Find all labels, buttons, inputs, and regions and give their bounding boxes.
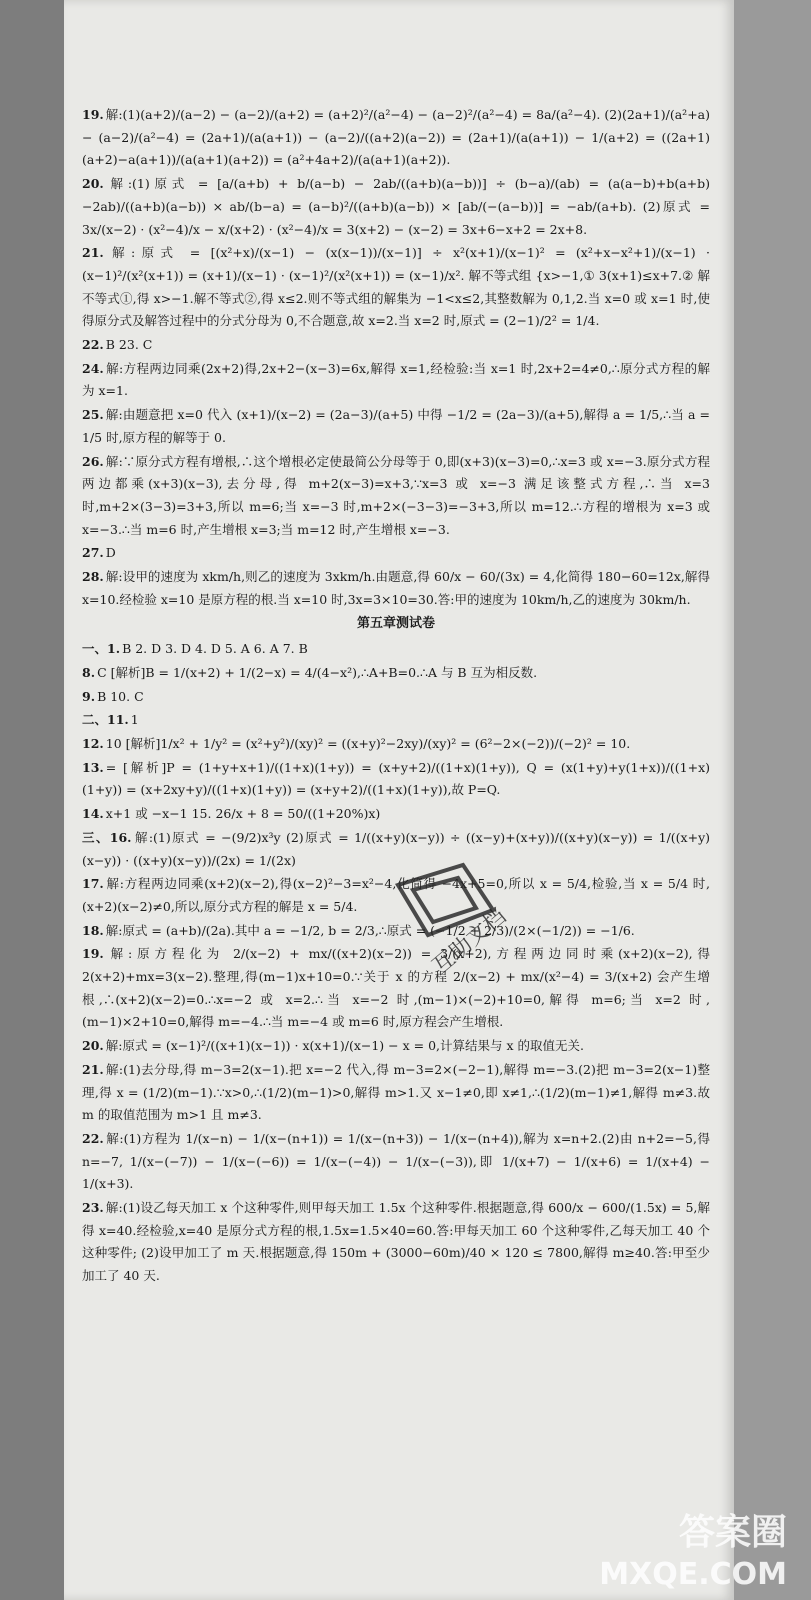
- item-text: 解:(1)(a+2)/(a−2) − (a−2)/(a+2) = (a+2)²/(a²−4) − (a−2)²/(a²−4) = 8a/(a²−4). (2)(2a+1)/(a²+a) − (a−2)/(a²−4) = (2a+1)/(a(a+1)) − (a−2)/((a+2)(a−2)) = (2a+1)/(a(a+1)) − 1/(a+2) = ((2a+1)(a+2)−a(a+1))/(a(a+1)(a+2)) = (a²+4a+2)/(a(a+1)(a+2)).: [82, 107, 710, 168]
- scan-right-margin: [734, 0, 811, 1600]
- answer-item: [82, 803, 710, 826]
- answer-item: [82, 662, 710, 685]
- item-text: 解:原式 = [(x²+x)/(x−1) − (x(x−1))/(x−1)] ÷ x²(x+1)/(x−1)² = (x²+x−x²+1)/(x−1) · (x−1)²/(x²(x+1)) = (x+1)/(x−1) · (x−1)²/(x²(x+1)) = (x−1)/x². 解不等式组 {x>−1,① 3(x+1)≤x+7.② 解不等式①,得 x>−1.解不等式②,得 x≤2.则不等式组的解集为 −1<x≤2,其整数解为 0,1,2.当 x=0 或 x=1 时,使得原分式及解答过程中的分式分母为 0,不合题意,故 x=2.当 x=2 时,原式 = (2−1)/2² = 1/4.: [82, 245, 710, 329]
- item-number: 18.: [82, 922, 104, 938]
- watermark-line1: 答案圈: [678, 1512, 787, 1553]
- item-number: 22.: [82, 337, 104, 353]
- item-text: 解:(1)原式 = [a/(a+b) + b/(a−b) − 2ab/((a+b)(a−b))] ÷ (b−a)/(ab) = (a(a−b)+b(a+b)−2ab)/((a+b)(a−b)) × ab/(b−a) = (a−b)²/((a+b)(a−b)) × [ab/(−(a−b))] = −ab/(a+b). (2)原式 = 3x/(x−2) · (x²−4)/x − x/(x+2) · (x²−4)/x = 3(x+2) − (x−2) = 3x+6−x+2 = 2x+8.: [82, 176, 710, 237]
- item-number: 13.: [82, 759, 104, 775]
- answer-item: [82, 709, 710, 732]
- item-text: B 23. C: [105, 337, 153, 353]
- answer-item: [82, 1128, 710, 1196]
- item-text: 1: [130, 712, 139, 728]
- item-text: C [解析]B = 1/(x+2) + 1/(2−x) = 4/(4−x²),∴A+B=0.∴A 与 B 互为相反数.: [97, 664, 538, 680]
- item-number: 17.: [82, 876, 104, 892]
- item-text: 解:(1)设乙每天加工 x 个这种零件,则甲每天加工 1.5x 个这种零件.根据题意,得 600/x − 600/(1.5x) = 5,解得 x=40.经检验,x=40 是原分式方程的根,1.5x=1.5×40=60.答:甲每天加工 60 个这种零件,乙每天加工 40 个这种零件; (2)设甲加工了 m 天.根据题意,得 150m + (3000−60m)/40 × 120 ≤ 7800,解得 m≥40.答:甲至少加工了 40 天.: [82, 1200, 710, 1284]
- answer-item: [82, 542, 710, 565]
- item-text: 解:原方程化为 2/(x−2) + mx/((x+2)(x−2)) = 3/(x+2),方程两边同时乘(x+2)(x−2),得 2(x+2)+mx=3(x−2).整理,得(m−1)x+10=0.∵关于 x 的方程 2/(x−2) + mx/(x²−4) = 3/(x+2) 会产生增根,∴(x+2)(x−2)=0.∴x=−2 或 x=2.∴当 x=−2 时,(m−1)×(−2)+10=0,解得 m=6;当 x=2 时,(m−1)×2+10=0,解得 m=−4.∴当 m=−4 或 m=6 时,原方程会产生增根.: [82, 946, 710, 1030]
- answer-item: [82, 358, 710, 403]
- item-text: B 2. D 3. D 4. D 5. A 6. A 7. B: [122, 641, 308, 657]
- item-number: 23.: [82, 1200, 104, 1216]
- item-text: 解:(1)原式 = −(9/2)x³y (2)原式 = 1/((x+y)(x−y)) ÷ ((x−y)+(x+y))/((x+y)(x−y)) = 1/((x+y)(x−y)) · ((x+y)(x−y))/(2x) = 1/(2x): [82, 829, 711, 868]
- answer-item: [82, 1289, 710, 1312]
- item-text: 解:设甲的速度为 xkm/h,则乙的速度为 3xkm/h.由题意,得 60/x − 60/(3x) = 4,化简得 180−60=12x,解得 x=10.经检验 x=10 是原方程的根.当 x=10 时,3x=3×10=30.答:甲的速度为 10km/h,乙的速度为 30km/h.: [82, 569, 710, 607]
- stamp-text: 互助文档: [427, 903, 512, 980]
- stamp-mark: [368, 850, 518, 1010]
- item-number: 25.: [82, 407, 104, 423]
- answer-item: [82, 566, 710, 611]
- answer-item: [82, 638, 710, 661]
- section-title: 第五章测试卷: [356, 616, 435, 632]
- item-text: 解:∵原分式方程有增根,∴这个增根必定使最简公分母等于 0,即(x+3)(x−3)=0,∴x=3 或 x=−3.原分式方程两边都乘(x+3)(x−3),去分母,得 m+2(x−3)=x+3,∵x=3 或 x=−3 满足该整式方程,∴当 x=3 时,m+2×(3−3)=3+3,所以 m=6;当 x=−3 时,m+2×(−3−3)=−3+3,所以 m=12.∴方程的增根为 x=3 或 x=−3.∴当 m=6 时,产生增根 x=3;当 m=12 时,产生增根 x=−3.: [82, 453, 710, 537]
- item-number: 一、1.: [82, 641, 121, 657]
- item-number: 19.: [82, 107, 104, 122]
- item-number: 20.: [82, 176, 104, 192]
- item-number: 14.: [82, 806, 104, 822]
- item-number: 28.: [82, 569, 104, 585]
- answer-item: [82, 451, 710, 542]
- answer-item: [82, 242, 710, 333]
- answer-content: [82, 104, 710, 1313]
- answer-item: [82, 1035, 710, 1058]
- answer-item: [82, 104, 710, 172]
- answer-item: [82, 733, 710, 756]
- scan-left-margin: [0, 0, 64, 1600]
- item-number: 20.: [82, 1038, 104, 1054]
- answer-item: [82, 334, 710, 357]
- item-text: 解:(1)方程为 1/(x−n) − 1/(x−(n+1)) = 1/(x−(n+3)) − 1/(x−(n+4)),解为 x=n+2.(2)由 n+2=−5,得 n=−7, 1/(x−(−7)) − 1/(x−(−6)) = 1/(x−(−4)) − 1/(x−(−3)),即 1/(x+7) − 1/(x+6) = 1/(x+4) − 1/(x+3).: [82, 1130, 710, 1192]
- item-text: x+1 或 −x−1 15. 26/x + 8 = 50/((1+20%)x): [105, 806, 381, 822]
- watermark-logo: [437, 1504, 797, 1594]
- answer-item: [82, 1059, 710, 1127]
- item-number: 9.: [82, 688, 96, 704]
- answer-item: [82, 1197, 710, 1288]
- item-number: 12.: [82, 735, 104, 751]
- item-text: 10 [解析]1/x² + 1/y² = (x²+y²)/(xy)² = ((x+y)²−2xy)/(xy)² = (6²−2×(−2))/(−2)² = 10.: [105, 735, 631, 751]
- item-number: 8.: [82, 664, 96, 680]
- item-number: 19.: [82, 946, 104, 962]
- item-number: 26.: [82, 453, 104, 469]
- item-text: = [解析]P = (1+y+x+1)/((1+x)(1+y)) = (x+y+2)/((1+x)(1+y)), Q = (x(1+y)+y(1+x))/((1+x)(1+y)) = (x+2xy+y)/((1+x)(1+y)) = (x+y+2)/((1+x)(1+y)),故 P=Q.: [82, 759, 710, 798]
- item-number: 24.: [82, 360, 104, 376]
- item-text: B 10. C: [97, 688, 144, 704]
- watermark-line2: MXQE.COM: [599, 1557, 787, 1592]
- item-number: 三、16.: [82, 829, 132, 845]
- item-number: 27.: [82, 545, 104, 561]
- item-number: 21.: [82, 1061, 104, 1077]
- item-number: 22.: [82, 1130, 104, 1146]
- answer-item: [82, 404, 710, 449]
- answer-item: [82, 686, 710, 709]
- item-number: 二、11.: [82, 712, 129, 728]
- item-number: 21.: [82, 245, 104, 261]
- item-text: 解:方程两边同乘(x+2)(x−2),得(x−2)²−3=x²−4,化简得 −4x+5=0,所以 x = 5/4,检验,当 x = 5/4 时,(x+2)(x−2)≠0,所以,原分式方程的解是 x = 5/4.: [82, 876, 710, 914]
- item-text: 解:(1)去分母,得 m−3=2(x−1).把 x=−2 代入,得 m−3=2×(−2−1),解得 m=−3.(2)把 m−3=2(x−1)整理,得 x = (1/2)(m−1).∵x>0,∴(1/2)(m−1)>0,解得 m>1.又 x−1≠0,即 x≠1,∴(1/2)(m−1)≠1,解得 m≠3.故 m 的取值范围为 m>1 且 m≠3.: [82, 1061, 710, 1123]
- item-text: 解:方程两边同乘(2x+2)得,2x+2−(x−3)=6x,解得 x=1,经检验:当 x=1 时,2x+2=4≠0,∴原分式方程的解为 x=1.: [82, 360, 710, 399]
- answer-item: [82, 757, 710, 802]
- answer-item: [82, 173, 710, 241]
- item-text: D: [105, 545, 116, 561]
- item-text: 解:由题意把 x=0 代入 (x+1)/(x−2) = (2a−3)/(a+5) 中得 −1/2 = (2a−3)/(a+5),解得 a = 1/5,∴当 a = 1/5 时,原方程的解等于 0.: [82, 407, 710, 445]
- item-text: 解:原式 = (a+b)/(2a).其中 a = −1/2, b = 2/3,∴原式 = (−1/2 + 2/3)/(2×(−1/2)) = −1/6.: [105, 922, 635, 938]
- item-text: 解:原式 = (x−1)²/((x+1)(x−1)) · x(x+1)/(x−1) − x = 0,计算结果与 x 的取值无关.: [105, 1038, 584, 1054]
